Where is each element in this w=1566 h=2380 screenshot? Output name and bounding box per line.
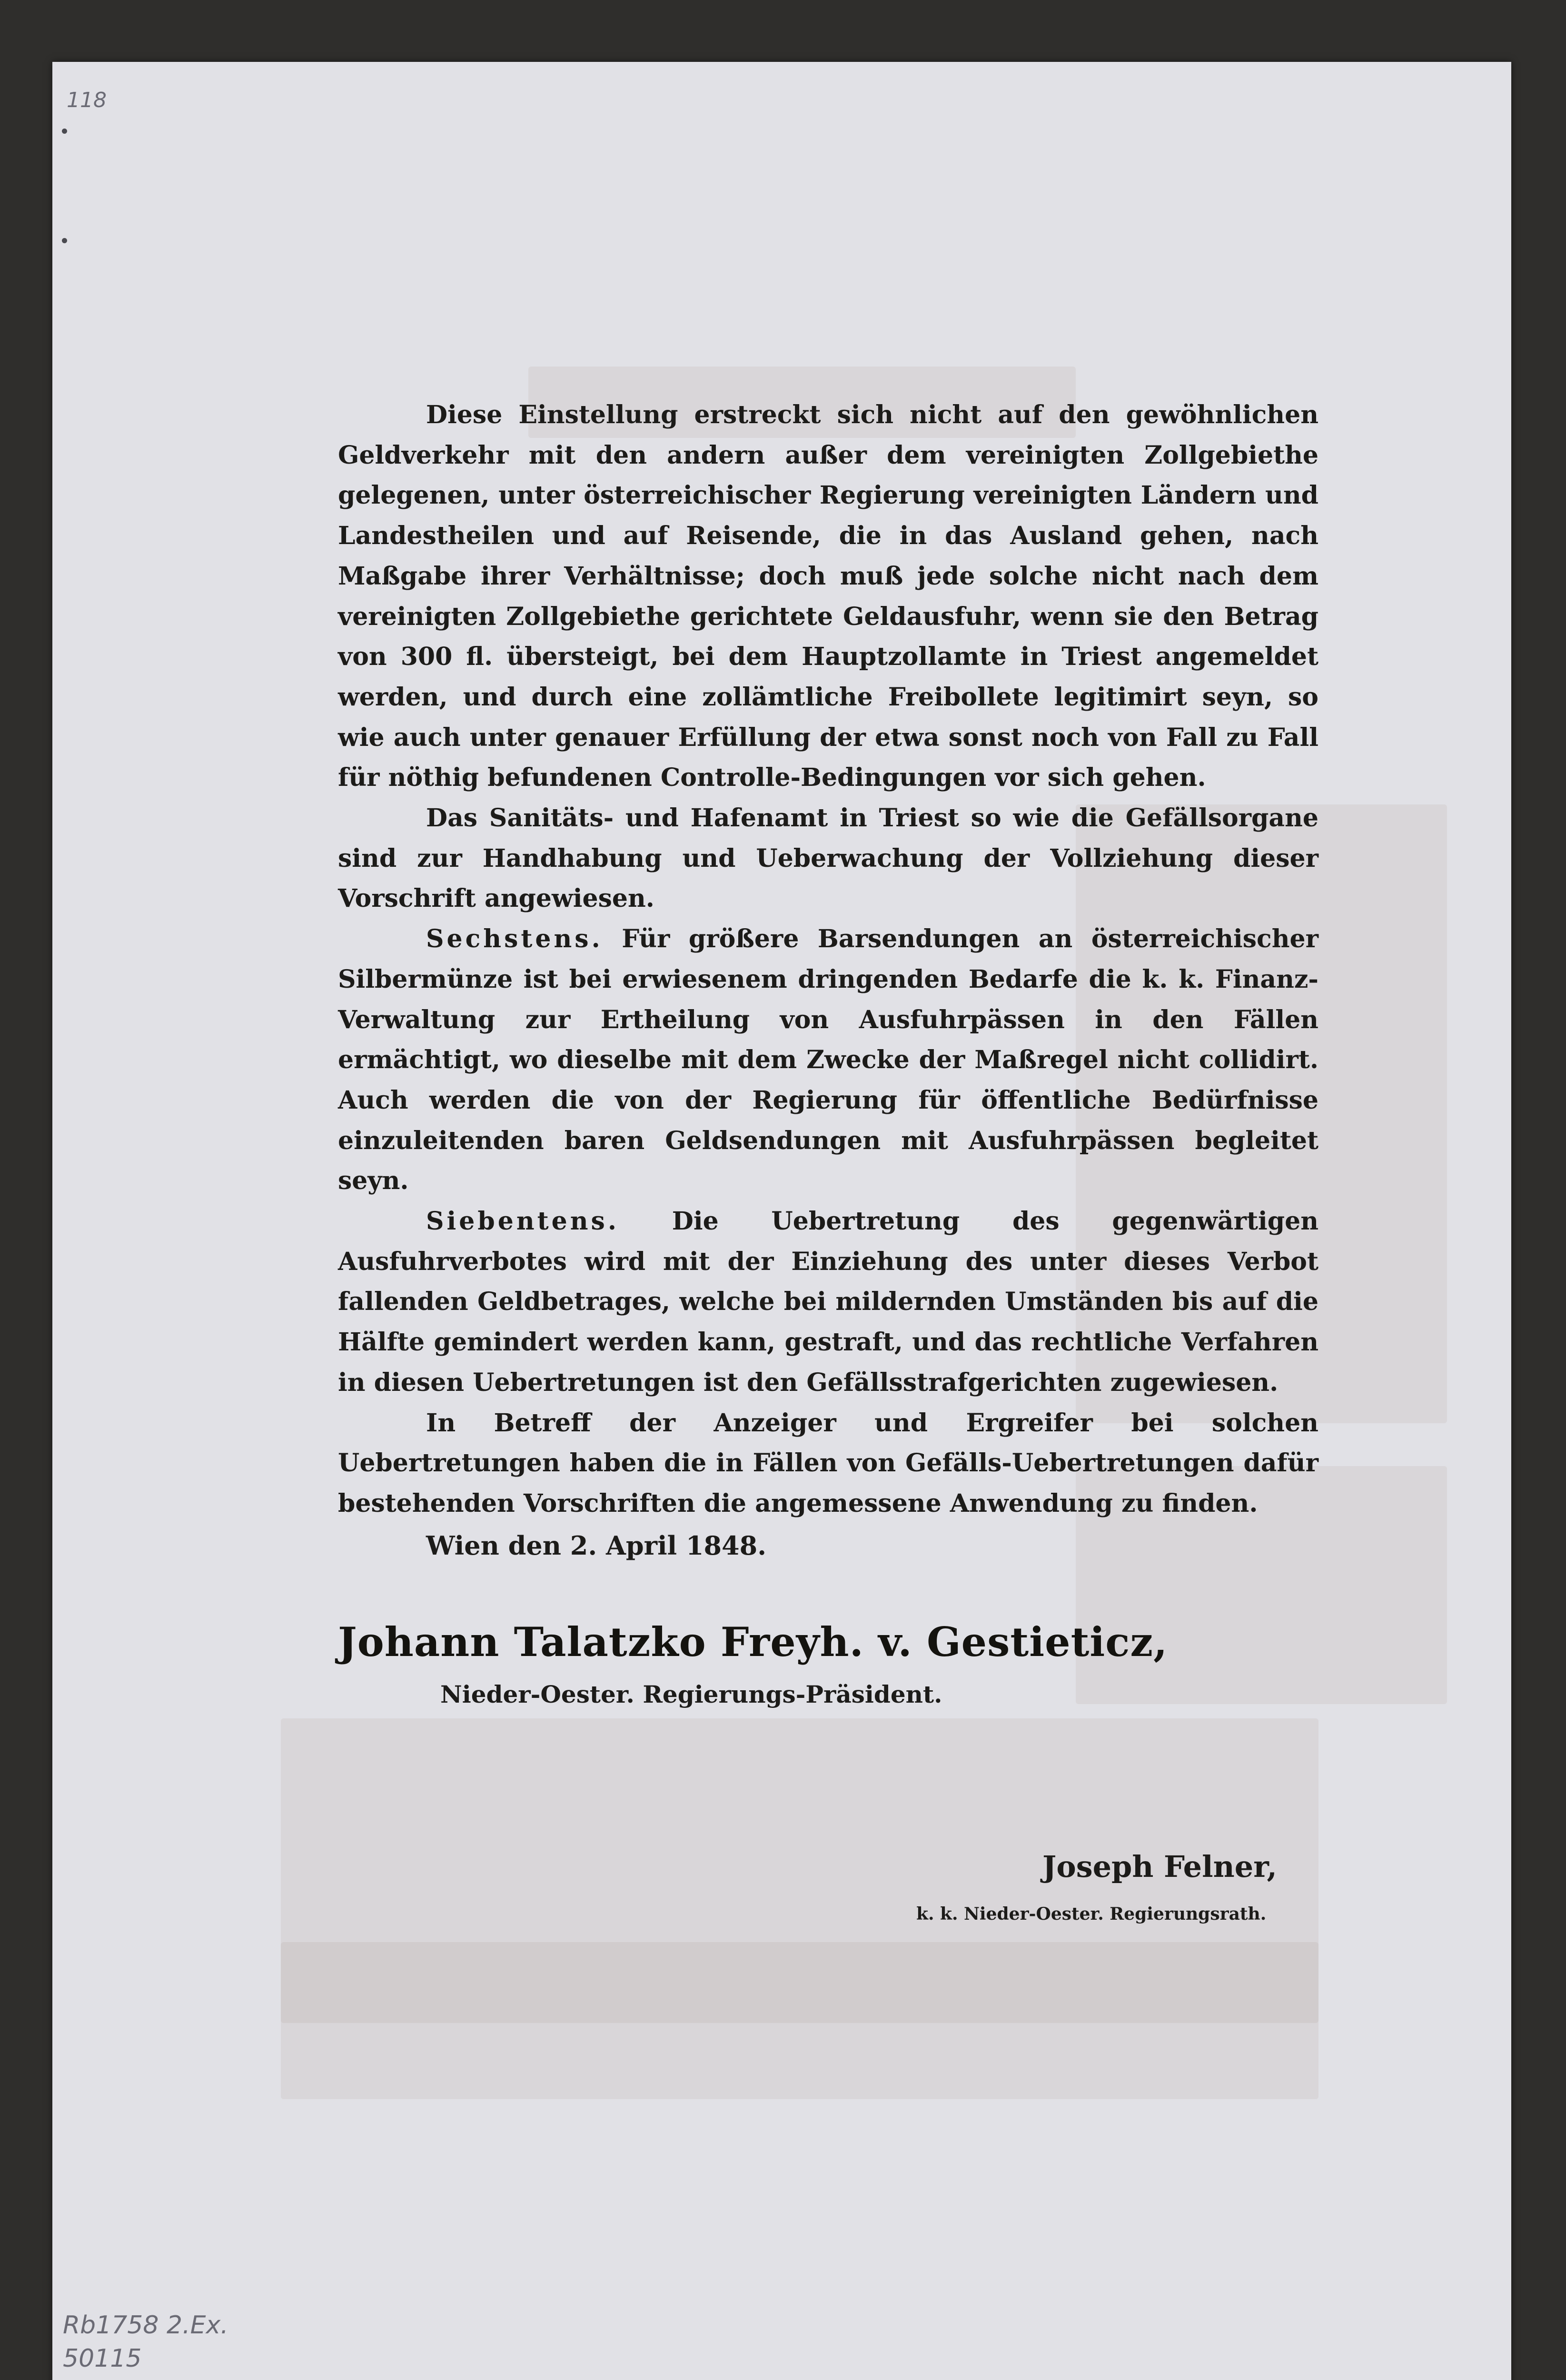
punch-dot xyxy=(62,129,67,134)
paragraph: Diese Einstellung erstreckt sich nicht auf den gewöhnlichen Geldverkehr mit den andern außer dem vereinigten Zollgebiethe gelegenen, unter österreichischer Regierung vereinigten Ländern und Landestheilen und auf Reisende, die in das Ausland gehen, nach Maßgabe ihrer Verhältnisse; doch muß jede solche nicht nach dem vereinigten Zollgebiethe gerichtete Geldausfuhr, wenn sie den Betrag von 300 fl. übersteigt, bei dem Hauptzollamte in Triest angemeldet werden, und durch eine zollämtliche Freibollete legitimirt seyn, so wie auch unter genauer Erfüllung der etwa sonst noch von Fall zu Fall für nöthig befundenen Controlle-Bedingungen vor sich gehen. xyxy=(338,400,1318,793)
folio-number: 118 xyxy=(67,88,107,112)
bleed-through-block xyxy=(281,1942,1318,2099)
paragraph-heading: Sechstens. xyxy=(426,924,603,954)
paragraph xyxy=(338,1201,1318,1403)
paragraph-text: Für größere Barsendungen an österreichischer Silbermünze ist bei erwiesenem dringenden Bedarfe die k. k. Finanz-Verwaltung zur Ertheilung von Ausfuhrpässen in den Fällen ermächtigt, wo dieselbe mit dem Zwecke der Maßregel nicht collidirt. Auch werden die von der Regierung für öffentliche Bedürfnisse einzuleitenden baren Geldsendungen mit Ausfuhrpässen begleitet seyn. xyxy=(338,924,1319,1196)
paragraph xyxy=(338,919,1318,1201)
paragraph-text: Die Uebertretung des gegenwärtigen Ausfuhrverbotes wird mit der Einziehung des unter dieses Verbot fallenden Geldbetrages, welche bei mildernden Umständen bis auf die Hälfte gemindert werden kann, gestraft, und das rechtliche Verfahren in diesen Uebertretungen ist den Gefällsstrafgerichten zugewiesen. xyxy=(338,1207,1319,1397)
paragraph-heading: Siebentens. xyxy=(426,1207,619,1236)
document-sheet xyxy=(52,62,1511,2380)
signatory-name: Johann Talatzko Freyh. v. Gestieticz, xyxy=(338,1618,1168,1666)
paragraph: Das Sanitäts- und Hafenamt in Triest so wie die Gefällsorgane sind zur Handhabung und Ueberwachung der Vollziehung dieser Vorschrift angewiesen. xyxy=(338,803,1318,913)
decree-body xyxy=(338,395,1318,1524)
paragraph: In Betreff der Anzeiger und Ergreifer bei solchen Uebertretungen haben die in Fällen von Gefälls-Uebertretungen dafür bestehenden Vorschriften die angemessene Anwendung zu finden. xyxy=(338,1408,1318,1518)
punch-dot xyxy=(62,238,67,243)
shelfmark-annotation xyxy=(63,2309,228,2375)
date-line: Wien den 2. April 1848. xyxy=(426,1530,766,1561)
shelfmark-line: Rb1758 2.Ex. xyxy=(63,2311,228,2340)
countersignatory-name: Joseph Felner, xyxy=(1042,1849,1277,1884)
countersignatory-title: k. k. Nieder-Oester. Regierungsrath. xyxy=(916,1904,1267,1924)
shelfmark-line: 50115 xyxy=(63,2344,142,2373)
signatory-title: Nieder-Oester. Regierungs-Präsident. xyxy=(440,1680,942,1708)
